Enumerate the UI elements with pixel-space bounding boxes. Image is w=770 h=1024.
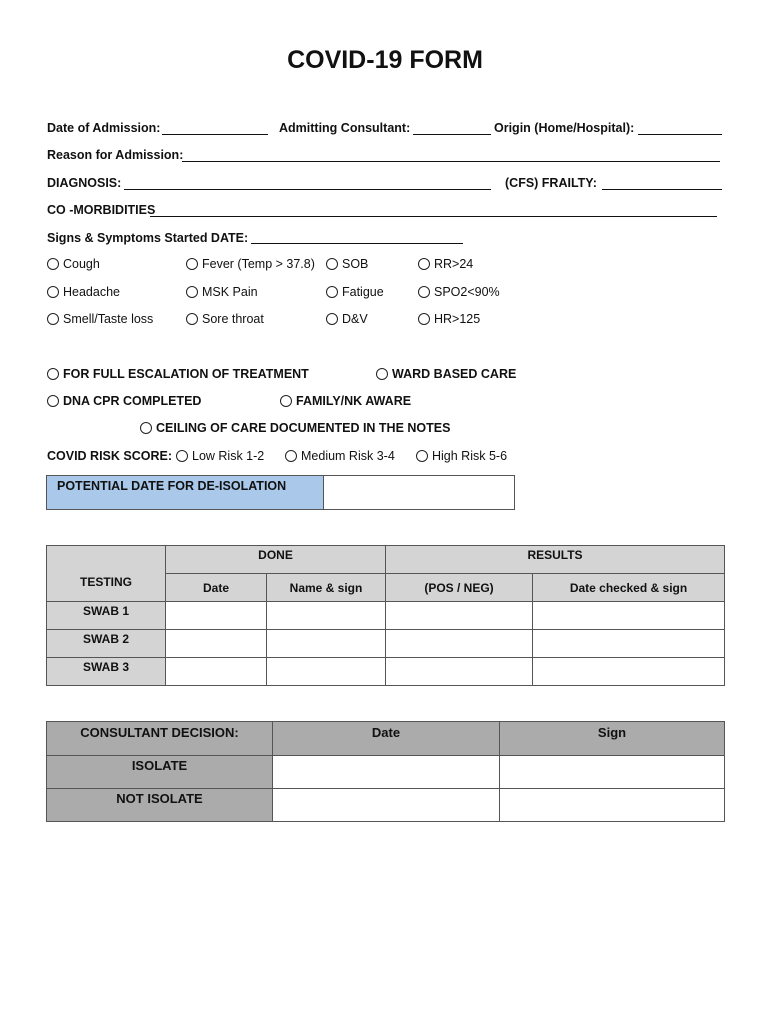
not-isolate-row-label: NOT ISOLATE	[47, 789, 273, 822]
risk-score-label: COVID RISK SCORE:	[47, 449, 173, 463]
radio-icon	[326, 286, 338, 298]
symptom-throat[interactable]	[186, 312, 264, 326]
decision-sign-header: Sign	[500, 722, 725, 756]
symptoms-date-label: Signs & Symptoms Started DATE:	[47, 231, 249, 245]
diagnosis-field[interactable]	[124, 189, 491, 190]
frailty-label: (CFS) FRAILTY:	[505, 176, 597, 190]
radio-icon	[418, 258, 430, 270]
admitting-consultant-label: Admitting Consultant:	[279, 121, 411, 135]
admitting-consultant-field[interactable]	[413, 134, 491, 135]
symptom-label: SPO2<90%	[434, 285, 500, 299]
date-checked-header: Date checked & sign	[533, 574, 725, 602]
table-cell[interactable]	[267, 602, 386, 630]
option-label: CEILING OF CARE DOCUMENTED IN THE NOTES	[156, 421, 451, 435]
radio-icon	[418, 313, 430, 325]
symptom-msk[interactable]	[186, 285, 258, 299]
radio-icon	[186, 313, 198, 325]
table-cell[interactable]	[273, 789, 500, 822]
swab-row-label: SWAB 2	[47, 630, 166, 658]
symptom-label: SOB	[342, 257, 369, 271]
form-title: COVID-19 FORM	[287, 46, 483, 74]
symptom-rr[interactable]	[418, 257, 473, 271]
table-cell[interactable]	[386, 602, 533, 630]
results-header: RESULTS	[386, 546, 725, 574]
ceiling-of-care-option[interactable]	[140, 421, 450, 435]
radio-icon	[285, 450, 297, 462]
option-label: High Risk 5-6	[432, 449, 508, 463]
radio-icon	[186, 286, 198, 298]
risk-low-option[interactable]	[176, 449, 264, 463]
radio-icon	[140, 422, 152, 434]
diagnosis-label: DIAGNOSIS:	[47, 176, 122, 190]
decision-table	[46, 721, 725, 822]
isolate-row-label: ISOLATE	[47, 756, 273, 789]
radio-icon	[326, 313, 338, 325]
symptom-label: RR>24	[434, 257, 474, 271]
testing-header: TESTING	[47, 546, 166, 602]
option-label: FOR FULL ESCALATION OF TREATMENT	[63, 367, 309, 381]
swab-row-label: SWAB 3	[47, 658, 166, 686]
symptom-label: Headache	[63, 285, 120, 299]
option-label: FAMILY/NK AWARE	[296, 394, 412, 408]
radio-icon	[186, 258, 198, 270]
radio-icon	[376, 368, 388, 380]
symptom-label: Cough	[63, 257, 100, 271]
symptom-headache[interactable]	[47, 285, 120, 299]
ward-based-care-option[interactable]	[376, 367, 516, 381]
radio-icon	[47, 286, 59, 298]
reason-field[interactable]	[182, 161, 720, 162]
table-cell[interactable]	[267, 658, 386, 686]
reason-label: Reason for Admission:	[47, 148, 184, 162]
date-of-admission-field[interactable]	[162, 134, 268, 135]
symptom-label: MSK Pain	[202, 285, 258, 299]
radio-icon	[47, 395, 59, 407]
symptom-label: D&V	[342, 312, 368, 326]
risk-medium-option[interactable]	[285, 449, 395, 463]
table-cell[interactable]	[500, 789, 725, 822]
testing-table	[46, 545, 725, 686]
radio-icon	[176, 450, 188, 462]
symptom-cough[interactable]	[47, 257, 100, 271]
table-cell[interactable]	[500, 756, 725, 789]
symptoms-date-field[interactable]	[251, 243, 463, 244]
symptom-label: Smell/Taste loss	[63, 312, 154, 326]
table-cell[interactable]	[386, 658, 533, 686]
table-cell[interactable]	[386, 630, 533, 658]
radio-icon	[47, 313, 59, 325]
symptom-label: Fatigue	[342, 285, 384, 299]
table-cell[interactable]	[166, 630, 267, 658]
decision-date-header: Date	[273, 722, 500, 756]
radio-icon	[326, 258, 338, 270]
table-cell[interactable]	[533, 602, 725, 630]
comorbidities-field[interactable]	[150, 216, 717, 217]
table-cell[interactable]	[166, 602, 267, 630]
symptom-smell[interactable]	[47, 312, 153, 326]
date-of-admission-label: Date of Admission:	[47, 121, 161, 135]
risk-high-option[interactable]	[416, 449, 507, 463]
name-sign-header: Name & sign	[267, 574, 386, 602]
symptom-hr[interactable]	[418, 312, 480, 326]
deisolation-label: POTENTIAL DATE FOR DE-ISOLATION	[47, 476, 324, 510]
origin-label: Origin (Home/Hospital):	[494, 121, 635, 135]
full-escalation-option[interactable]	[47, 367, 309, 381]
radio-icon	[280, 395, 292, 407]
symptom-label: Fever (Temp > 37.8)	[202, 257, 315, 271]
consultant-decision-header: CONSULTANT DECISION:	[47, 722, 273, 756]
pos-neg-header: (POS / NEG)	[386, 574, 533, 602]
origin-field[interactable]	[638, 134, 722, 135]
option-label: WARD BASED CARE	[392, 367, 517, 381]
radio-icon	[416, 450, 428, 462]
option-label: DNA CPR COMPLETED	[63, 394, 202, 408]
table-cell[interactable]	[166, 658, 267, 686]
symptom-dv[interactable]	[326, 312, 368, 326]
symptom-fatigue[interactable]	[326, 285, 384, 299]
symptom-spo2[interactable]	[418, 285, 500, 299]
date-header: Date	[166, 574, 267, 602]
frailty-field[interactable]	[602, 189, 722, 190]
option-label: Medium Risk 3-4	[301, 449, 395, 463]
done-header: DONE	[166, 546, 386, 574]
table-cell[interactable]	[273, 756, 500, 789]
family-aware-option[interactable]	[280, 394, 411, 408]
radio-icon	[47, 368, 59, 380]
symptom-sob[interactable]	[326, 257, 368, 271]
comorbidities-label: CO -MORBIDITIES	[47, 203, 156, 217]
table-cell[interactable]	[533, 630, 725, 658]
symptom-fever[interactable]	[186, 257, 315, 271]
deisolation-date-cell[interactable]	[324, 476, 515, 510]
radio-icon	[418, 286, 430, 298]
table-cell[interactable]	[533, 658, 725, 686]
radio-icon	[47, 258, 59, 270]
swab-row-label: SWAB 1	[47, 602, 166, 630]
symptom-label: Sore throat	[202, 312, 264, 326]
table-cell[interactable]	[267, 630, 386, 658]
dna-cpr-option[interactable]	[47, 394, 201, 408]
option-label: Low Risk 1-2	[192, 449, 265, 463]
symptom-label: HR>125	[434, 312, 481, 326]
deisolation-table	[46, 475, 515, 510]
